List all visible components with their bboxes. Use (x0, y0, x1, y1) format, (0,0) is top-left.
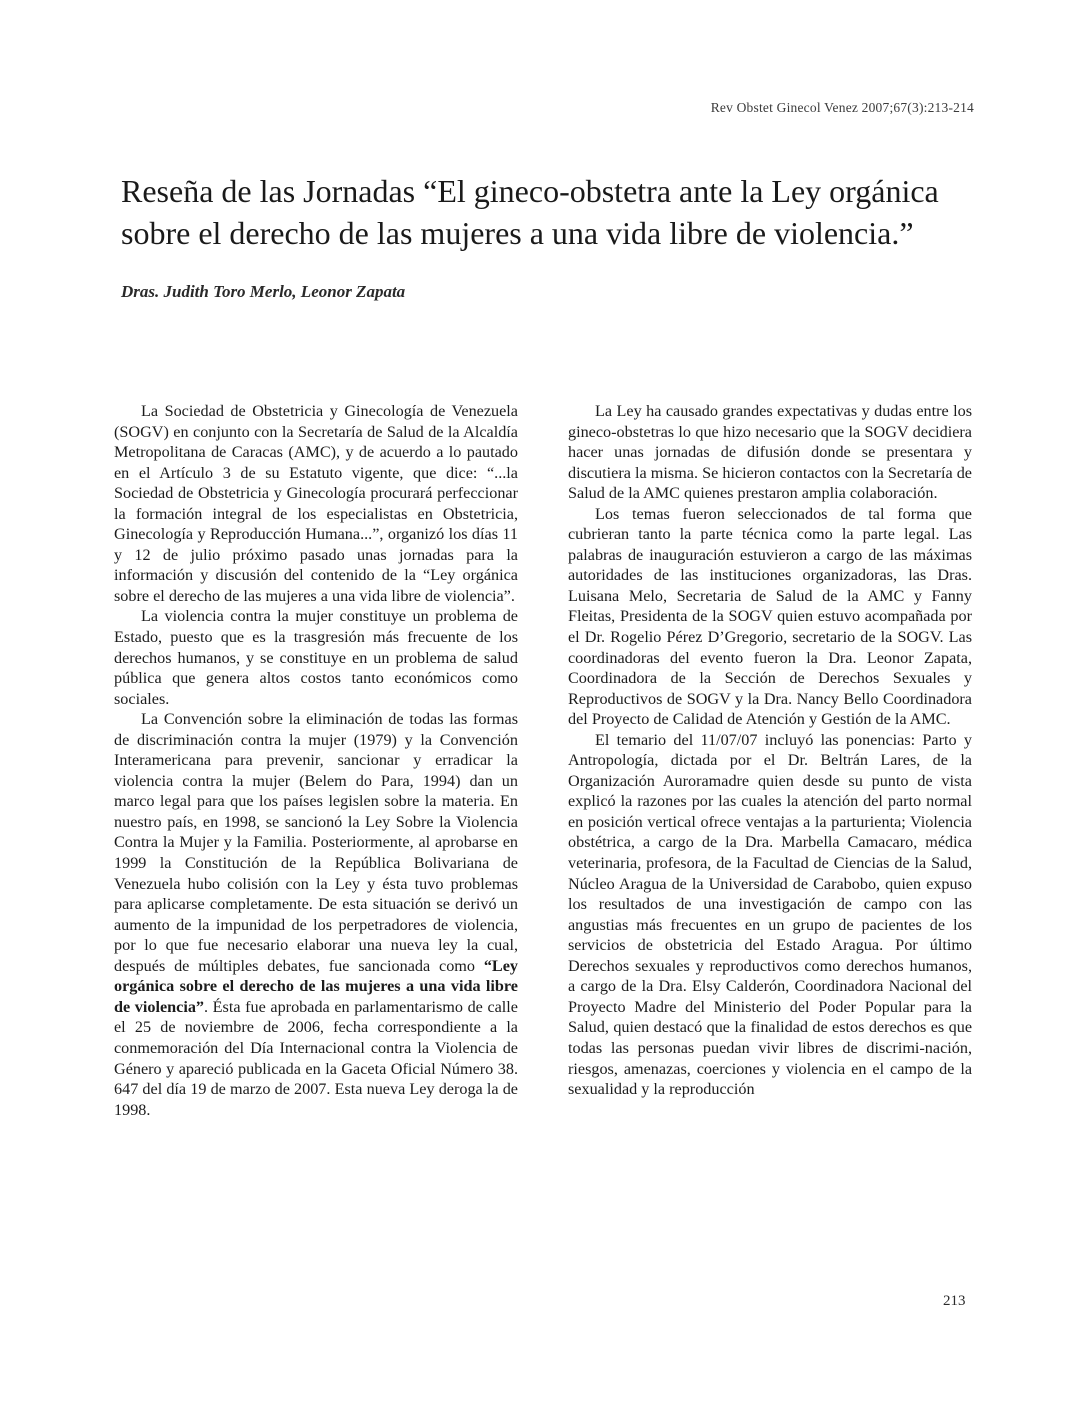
paragraph (114, 709, 518, 1120)
left-column (114, 401, 518, 1120)
article-authors: Dras. Judith Toro Merlo, Leonor Zapata (121, 282, 406, 301)
article-title: Reseña de las Jornadas “El gineco-obstetra ante la Ley orgánica sobre el derecho de las mujeres a una vida libre de violencia.” (121, 173, 939, 251)
paragraph-text: . Ésta fue aprobada en parlamentarismo de calle el 25 de noviembre de 2006, fecha correspondiente a la conmemoración del Día Internacional contra la Violencia de Género y apareció publicada en la Gaceta Oficial Número 38. 647 del día 19 de marzo de 2007. Esta nueva Ley deroga la de 1998. (114, 997, 518, 1119)
paragraph: La Ley ha causado grandes expectativas y dudas entre los gineco-obstetras lo que hizo necesario que la SOGV decidiera hacer unas jornadas de difusión donde se presentara y discutiera la misma. Se hicieron contactos con la Secretaría de Salud de la AMC quienes prestaron amplia colaboración. (568, 402, 972, 503)
paragraph: La Sociedad de Obstetricia y Ginecología de Venezuela (SOGV) en conjunto con la Secretaría de Salud de la Alcaldía Metropolitana de Caracas (AMC), y de acuerdo a lo pautado en el Artículo 3 de su Estatuto vigente, que dice: “...la Sociedad de Obstetricia y Ginecología procurará perfeccionar la formación integral de los especialistas en Obstetricia, Ginecología y Reproducción Humana...”, organizó los días 11 y 12 de julio próximo pasado unas jornadas para la información y discusión del contenido de la “Ley orgánica sobre el derecho de las mujeres a una vida libre de violencia”. (114, 402, 518, 605)
paragraph: Los temas fueron seleccionados de tal forma que cubrieran tanto la parte técnica como la parte legal. Las palabras de inauguración estuvieron a cargo de las máximas autoridades de las instituciones organizadoras, las Dras. Luisana Melo, Secretaria de Salud de la AMC y Fanny Fleitas, Presidenta de la SOGV quien estuvo acompañada por el Dr. Rogelio Pérez D’Gregorio, secretario de la SOGV. Las coordinadoras del evento fueron la Dra. Leonor Zapata, Coordinadora de la Sección de Derechos Sexuales y Reproductivos de SOGV y la Dra. Nancy Bello Coordinadora del Proyecto de Calidad de Atención y Gestión de la AMC. (568, 504, 972, 729)
right-column (568, 401, 972, 1100)
paragraph: El temario del 11/07/07 incluyó las ponencias: Parto y Antropología, dictada por el Dr. Beltrán Lares, de la Organización Auroramadre quien desde su punto de vista explicó la razones por las cuales la atención del parto normal en posición vertical ofrece ventajas a la parturienta; Violencia obstétrica, a cargo de la Dra. Marbella Camacaro, médica veterinaria, profesora, de la Facultad de Ciencias de la Salud, Núcleo Aragua de la Universidad de Carabobo, quien expuso los resultados de una investigación de campo con las angustias más frecuentes en un grupo de pacientes de los servicios de obstetricia del Estado Aragua. Por último Derechos sexuales y reproductivos como derechos humanos, a cargo de la Dra. Elsy Calderón, Coordinadora Nacional del Proyecto Madre del Ministerio del Poder Popular para la Salud, quien destacó que la finalidad de estos derechos es que todas las personas puedan vivir libres de discrimi-nación, riesgos, amenazas, coerciones y violencia en el campo de la sexualidad y la reproducción (568, 730, 972, 1099)
page-number: 213 (943, 1293, 966, 1309)
running-head: Rev Obstet Ginecol Venez 2007;67(3):213-214 (710, 100, 974, 115)
paragraph: La violencia contra la mujer constituye un problema de Estado, puesto que es la trasgresión más frecuente de los derechos humanos, y se constituye en un problema de salud pública que genera altos costos tanto económicos como sociales. (114, 607, 518, 708)
law-name-bold: “Ley orgánica sobre el derecho de las mujeres a una vida libre de violencia” (114, 956, 518, 1016)
paragraph-text: La Convención sobre la eliminación de todas las formas de discriminación contra la mujer (1979) y la Convención Interamericana para prevenir, sancionar y erradicar la violencia contra la mujer (Belem do Para, 1994) dan un marco legal para que los países legislen sobre la materia. En nuestro país, en 1998, se sancionó la Ley Sobre la Violencia Contra la Mujer y la Familia. Posteriormente, al aprobarse en 1999 la Constitución de la República Bolivariana de Venezuela hubo colisión con la Ley y ésta tuvo problemas para aplicarse completamente. De esta situación se derivó un aumento de la impunidad de los perpetradores de violencia, por lo que fue necesario elaborar una nueva ley la cual, después de múltiples debates, fue sancionada como (114, 710, 518, 975)
